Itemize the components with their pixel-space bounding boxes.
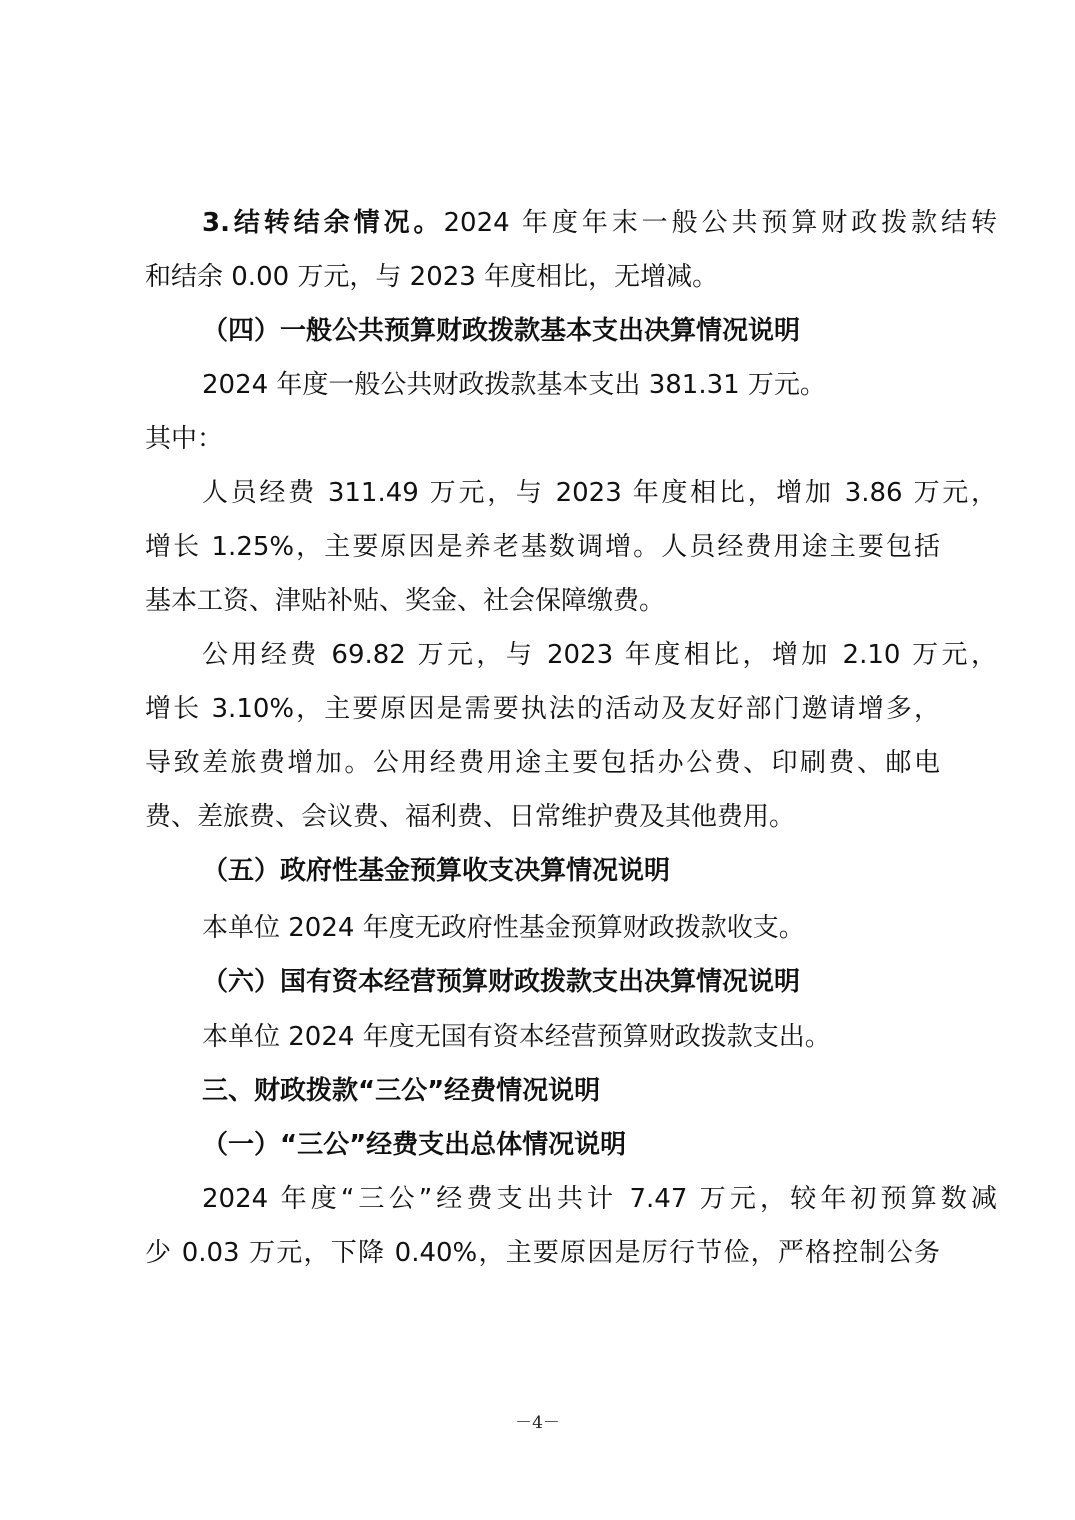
public-expense-line2: 增长 3.10%，主要原因是需要执法的活动及友好部门邀请增多，: [145, 694, 940, 724]
section-heading-6: （六）国有资本经营预算财政拨款支出决算情况说明: [202, 967, 801, 997]
para-carryover-line1: [202, 205, 997, 241]
public-expense-line3: 导致差旅费增加。公用经费用途主要包括办公费、印刷费、邮电: [145, 748, 940, 778]
personnel-line1: 人员经费 311.49 万元，与 2023 年度相比，增加 3.86 万元，: [202, 478, 997, 508]
section-heading-4: （四）一般公共预算财政拨款基本支出决算情况说明: [202, 316, 801, 346]
section-heading-5: （五）政府性基金预算收支决算情况说明: [202, 856, 671, 886]
personnel-line3: 基本工资、津贴补贴、奖金、社会保障缴费。: [145, 586, 666, 616]
carryover-text: 2024 年度年末一般公共预算财政拨款结转: [443, 208, 997, 238]
three-public-line1: 2024 年度“三公”经费支出共计 7.47 万元，较年初预算数减: [202, 1184, 997, 1214]
section-heading-3: 三、财政拨款“三公”经费情况说明: [202, 1076, 601, 1106]
gov-fund-line: 本单位 2024 年度无政府性基金预算财政拨款收支。: [202, 913, 805, 943]
public-expense-line4: 费、差旅费、会议费、福利费、日常维护费及其他费用。: [145, 802, 796, 832]
personnel-line2: 增长 1.25%，主要原因是养老基数调增。人员经费用途主要包括: [145, 532, 940, 562]
carryover-heading: 3.结转结余情况。: [202, 208, 444, 238]
section-heading-3-1: （一）“三公”经费支出总体情况说明: [202, 1130, 627, 1160]
state-capital-line: 本单位 2024 年度无国有资本经营预算财政拨款支出。: [202, 1022, 831, 1052]
page-number: －4－: [515, 1413, 560, 1433]
among-label: 其中：: [145, 424, 224, 454]
public-expense-line1: 公用经费 69.82 万元，与 2023 年度相比，增加 2.10 万元，: [202, 640, 997, 670]
three-public-line2: 少 0.03 万元，下降 0.40%，主要原因是厉行节俭，严格控制公务: [145, 1238, 940, 1268]
para-carryover-line2: 和结余 0.00 万元，与 2023 年度相比，无增减。: [145, 262, 719, 292]
basic-expense-line: 2024 年度一般公共财政拨款基本支出 381.31 万元。: [202, 370, 826, 400]
